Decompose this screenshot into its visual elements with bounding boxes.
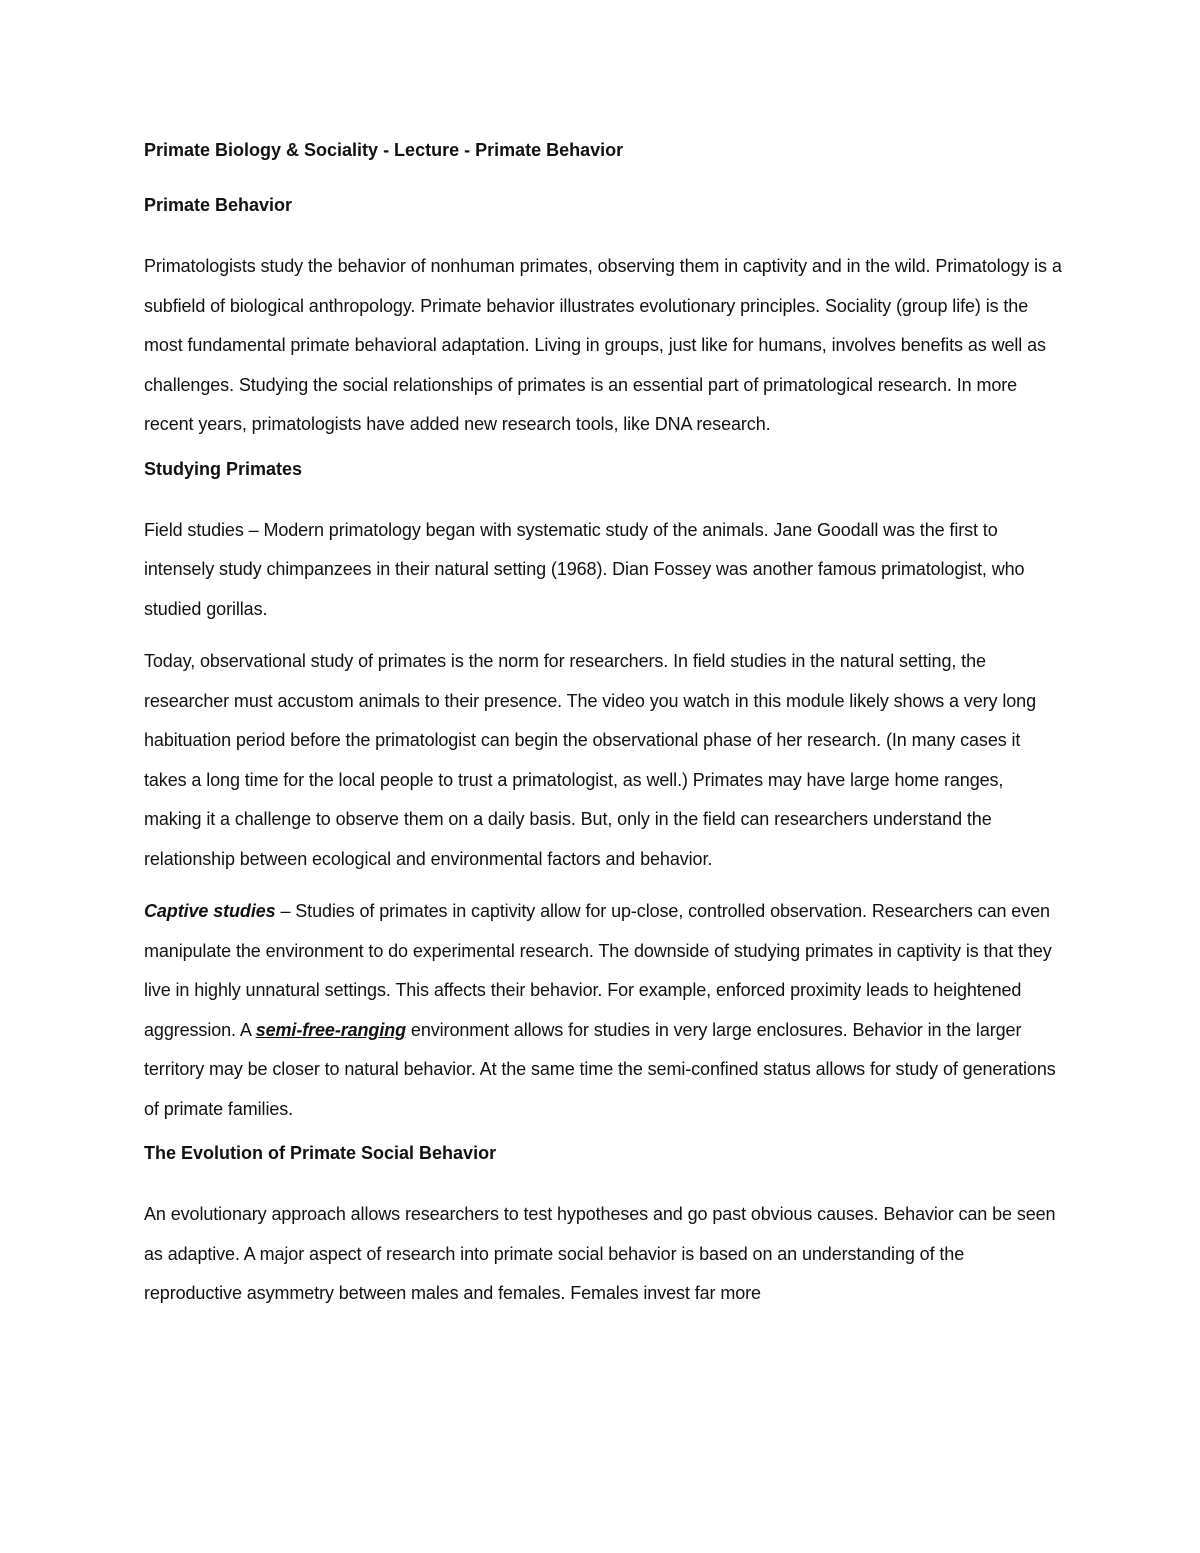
captive-text-1: – Studies of primates in captivity allow for up-close, controlled observation. Researchers can even manipulate the environment to do experimental research. The downside of studying primates in captivity is that they live in highly unnatural settings. This affects their behavior. For example, enforced proximity leads to heightened aggression. A xyxy=(144,901,1052,1040)
term-semi-free-ranging: semi-free-ranging xyxy=(255,1019,407,1040)
paragraph-intro: Primatologists study the behavior of nonhuman primates, observing them in captivity and in the wild. Primatology is a subfield of biological anthropology. Primate behavior illustrates evolutionary principles. Sociality (group life) is the most fundamental primate behavioral adaptation. Living in groups, just like for humans, involves benefits as well as challenges. Studying the social relationships of primates is an essential part of primatological research. In more recent years, primatologists have added new research tools, like DNA research. xyxy=(144,256,1062,434)
paragraph-field-studies: Field studies – Modern primatology began with systematic study of the animals. Jane Goodall was the first to intensely study chimpanzees in their natural setting (1968). Dian Fossey was another famous primatologist, who studied gorillas. xyxy=(144,519,1025,619)
document-title: Primate Biology & Sociality - Lecture - Primate Behavior xyxy=(144,140,624,160)
term-captive-studies: Captive studies xyxy=(144,901,276,921)
section-heading-studying-primates: Studying Primates xyxy=(144,458,303,479)
paragraph-evolutionary-approach: An evolutionary approach allows researchers to test hypotheses and go past obvious causes. Behavior can be seen as adaptive. A major aspect of research into primate social behavior is based on an understanding of the reproductive asymmetry between males and females. Females invest far more xyxy=(144,1204,1056,1303)
document-page xyxy=(144,138,1064,1326)
paragraph-captive-studies xyxy=(144,892,1064,1129)
captive-text-2: environment allows for studies in very large enclosures. Behavior in the larger territory may be closer to natural behavior. At the same time the semi-confined status allows for study of generations of primate families. xyxy=(144,1019,1056,1119)
paragraph-observational-study: Today, observational study of primates is the norm for researchers. In field studies in the natural setting, the researcher must accustom animals to their presence. The video you watch in this module likely shows a very long habituation period before the primatologist can begin the observational phase of her research. (In many cases it takes a long time for the local people to trust a primatologist, as well.) Primates may have large home ranges, making it a challenge to observe them on a daily basis. But, only in the field can researchers understand the relationship between ecological and environmental factors and behavior. xyxy=(144,651,1036,869)
section-heading-evolution: The Evolution of Primate Social Behavior xyxy=(144,1143,497,1163)
section-heading-primate-behavior: Primate Behavior xyxy=(144,195,293,215)
